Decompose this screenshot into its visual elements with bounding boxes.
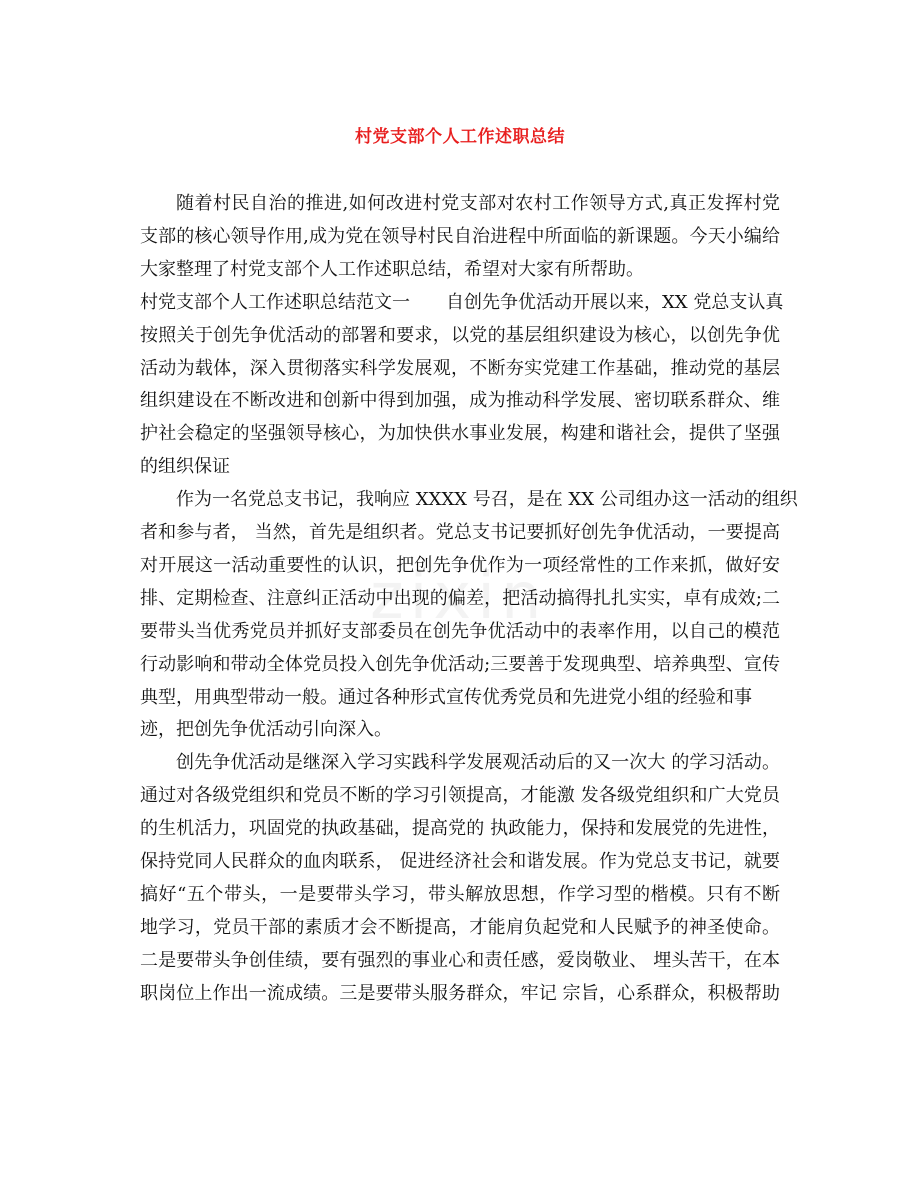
paragraph-line: 组织建设在不断改进和创新中得到加强，成为推动科学发展、密切联系群众、维 [140, 390, 780, 412]
paragraph-line: 通过对各级党组织和党员不断的学习引领提高，才能激 发各级党组织和广大党员 [140, 785, 780, 807]
watermark: zixin [370, 560, 548, 634]
paragraph-line: 支部的核心领导作用,成为党在领导村民自治进程中所面临的新课题。今天小编给 [140, 225, 780, 247]
paragraph-line: 典型，用典型带动一般。通过各种形式宣传优秀党员和先进党小组的经验和事 [140, 686, 752, 708]
paragraph-line: 活动为载体，深入贯彻落实科学发展观，不断夯实党建工作基础，推动党的基层 [140, 357, 780, 379]
paragraph-line: 大家整理了村党支部个人工作述职总结，希望对大家有所帮助。 [140, 258, 644, 280]
paragraph-line: 二是要带头争创佳绩，要有强烈的事业心和责任感，爱岗敬业、 埋头苦干，在本 [140, 949, 780, 971]
paragraph-line: 护社会稳定的坚强领导核心，为加快供水事业发展，构建和谐社会，提供了坚强 [140, 423, 780, 445]
paragraph-line: 对开展这一活动重要性的认识，把创先争优作为一项经常性的工作来抓，做好安 [140, 554, 780, 576]
paragraph-line: 者和参与者， 当然，首先是组织者。党总支书记要抓好创先争优活动，一要提高 [140, 522, 780, 543]
paragraph-line: 职岗位上作出一流成绩。三是要带头服务群众，牢记 宗旨，心系群众，积极帮助 [140, 982, 780, 1004]
paragraph-line: 迹，把创先争优活动引向深入。 [140, 719, 392, 741]
paragraph-line: 按照关于创先争优活动的部署和要求，以党的基层组织建设为核心，以创先争优 [140, 324, 780, 346]
paragraph-line: 行动影响和带动全体党员投入创先争优活动;三要善于发现典型、培养典型、宣传 [140, 653, 780, 675]
paragraph-line: 的生机活力，巩固党的执政基础，提高党的 执政能力，保持和发展党的先进性， [140, 818, 780, 840]
paragraph-line: 保持党同人民群众的血肉联系， 促进经济社会和谐发展。作为党总支书记，就要 [140, 851, 780, 872]
page-title: 村党支部个人工作述职总结 [355, 127, 565, 147]
paragraph-line: 作为一名党总支书记，我响应 XXXX 号召，是在 XX 公司组办这一活动的组织 [176, 489, 798, 511]
paragraph-line: 随着村民自治的推进,如何改进村党支部对农村工作领导方式,真正发挥村党 [176, 193, 780, 214]
paragraph-line: 村党支部个人工作述职总结范文一 自创先争优活动开展以来，XX 党总支认真 [140, 291, 784, 313]
paragraph-line: 地学习，党员干部的素质才会不断提高，才能肩负起党和人民赋予的神圣使命。 [140, 916, 780, 938]
paragraph-line: 的组织保证 [140, 456, 230, 478]
paragraph-line: 搞好“五个带头，一是要带头学习，带头解放思想，作学习型的楷模。只有不断 [140, 883, 780, 905]
paragraph-line: 创先争优活动是继深入学习实践科学发展观活动后的又一次大 的学习活动。 [176, 752, 780, 774]
paragraph-line: 排、定期检查、注意纠正活动中出现的偏差，把活动搞得扎扎实实，卓有成效;二 [140, 587, 780, 609]
paragraph-line: 要带头当优秀党员并抓好支部委员在创先争优活动中的表率作用，以自己的模范 [140, 620, 780, 642]
